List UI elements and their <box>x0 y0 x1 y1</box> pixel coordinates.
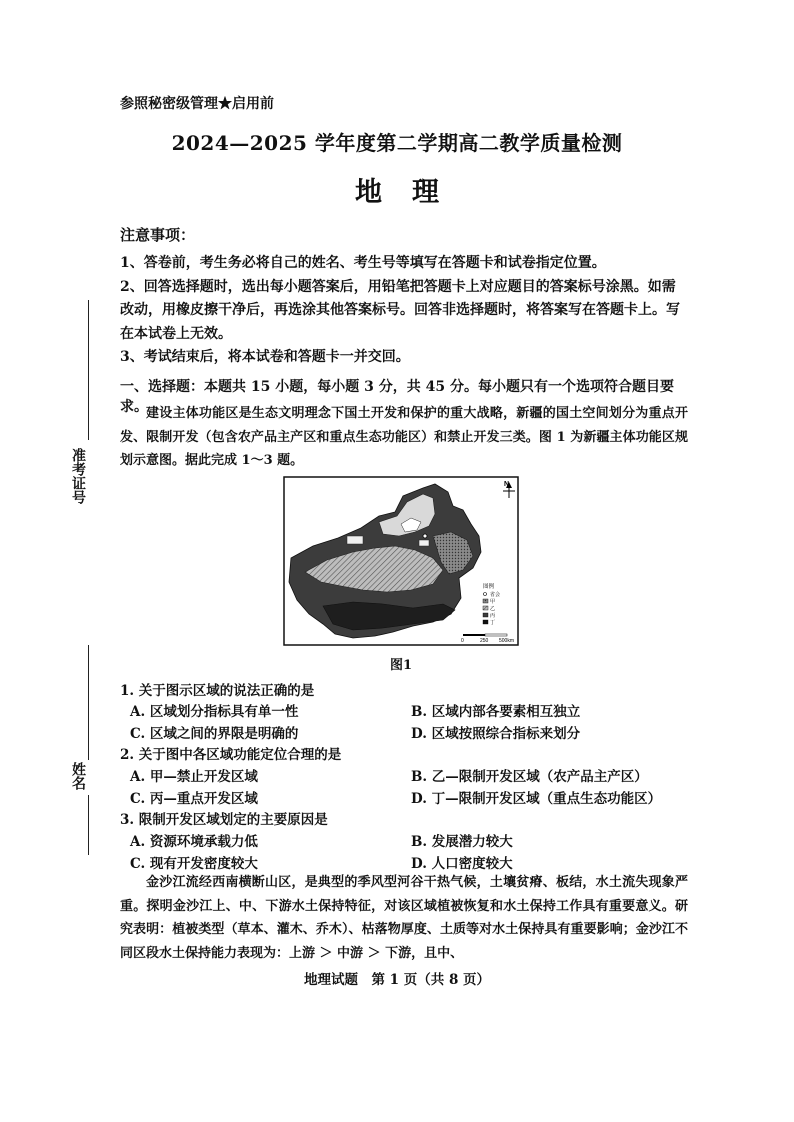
legend-item: 丙 <box>490 613 496 619</box>
notice-title: 注意事项： <box>120 226 196 244</box>
page-footer: 地理试题 第 1 页（共 8 页） <box>303 972 491 988</box>
confidentiality-label: 参照秘密级管理★启用前 <box>120 96 274 112</box>
question-stem: 1. 关于图示区域的说法正确的是 <box>120 683 315 699</box>
legend-item: 省会 <box>490 592 501 598</box>
legend-item: 丁 <box>490 620 496 626</box>
option-d: D. 区域按照综合指标来划分 <box>411 726 581 742</box>
binding-line-bottom <box>88 795 89 855</box>
scale-bar <box>463 634 507 636</box>
question-intro: 建设主体功能区是生态文明理念下国土开发和保护的重大战略，新疆的国土空间划分为重点开发、限制开发（包含农产品主产区和重点生态功能区）和禁止开发三类。图 1 为新疆主体功能区规划示意图。据此完成 1～3 题。 <box>120 406 688 468</box>
scale-label: 0 <box>461 638 464 644</box>
option-b: B. 发展潜力较大 <box>411 834 513 850</box>
notice-item: 3、考试结束后，将本试卷和答题卡一并交回。 <box>120 349 410 365</box>
zone-patch <box>347 536 363 544</box>
legend-item: 乙 <box>490 606 496 612</box>
passage-jinsha-river: 金沙江流经西南横断山区，是典型的季风型河谷干热气候，土壤贫瘠、板结，水土流失现象严重。探明金沙江上、中、下游水土保持特征，对该区域植被恢复和水土保持工作具有重要意义。研究表明：植被类型（草本、灌木、乔木）、枯落物厚度、土质等对水土保持具有重要影响；金沙江不同区段水土保持能力表现为：上游 ＞ 中游 ＞ 下游，且中、 <box>120 875 688 961</box>
section-heading: 一、选择题：本题共 15 小题，每小题 3 分，共 45 分。每小题只有一个选项符合题目要求。 <box>120 379 674 415</box>
exam-title: 2024—2025 学年度第二学期高二教学质量检测 <box>171 131 623 155</box>
option-b: B. 区域内部各要素相互独立 <box>411 704 581 720</box>
legend-swatch-jia <box>483 599 488 603</box>
legend-swatch-ding <box>483 620 488 624</box>
option-b: B. 乙—限制开发区域（农产品主产区） <box>411 769 648 785</box>
subject-title: 地理 <box>355 177 469 208</box>
name-label: 姓名 <box>70 762 86 790</box>
notice-item: 1、答卷前，考生务必将自己的姓名、考生号等填写在答题卡和试卷指定位置。 <box>120 255 606 271</box>
binding-line-top <box>88 300 89 440</box>
option-a: A. 区域划分指标具有单一性 <box>130 704 299 720</box>
legend-title: 图例 <box>483 584 495 590</box>
option-c: C. 现有开发密度较大 <box>130 856 258 872</box>
option-d: D. 人口密度较大 <box>411 856 513 872</box>
exam-id-label: 准考证号 <box>70 448 86 504</box>
notice-item: 2、回答选择题时，选出每小题答案后，用铅笔把答题卡上对应题目的答案标号涂黑。如需改动，用橡皮擦干净后，再选涂其他答案标号。回答非选择题时，将答案写在答题卡上。写在本试卷上无效。 <box>120 278 680 342</box>
legend-swatch-capital <box>484 593 487 596</box>
binding-line-middle <box>88 645 89 760</box>
legend-swatch-bing <box>483 613 488 617</box>
option-c: C. 区域之间的界限是明确的 <box>130 726 299 742</box>
figure-caption: 图1 <box>389 658 413 673</box>
notice-list <box>120 252 686 370</box>
legend-item: 甲 <box>490 599 496 605</box>
north-label: N <box>504 481 510 488</box>
question-stem: 3. 限制开发区域划定的主要原因是 <box>120 812 328 828</box>
zone-patch <box>419 540 429 546</box>
legend-swatch-yi <box>483 606 488 610</box>
option-a: A. 甲—禁止开发区域 <box>130 769 258 785</box>
xinjiang-function-zone-map <box>283 476 519 646</box>
scale-label: 250 <box>480 638 489 644</box>
option-c: C. 丙—重点开发区域 <box>130 791 258 807</box>
capital-marker <box>423 534 427 538</box>
option-d: D. 丁—限制开发区域（重点生态功能区） <box>411 791 662 807</box>
question-stem: 2. 关于图中各区域功能定位合理的是 <box>120 747 342 763</box>
option-a: A. 资源环境承载力低 <box>130 834 258 850</box>
scale-label: 500km <box>499 638 515 644</box>
